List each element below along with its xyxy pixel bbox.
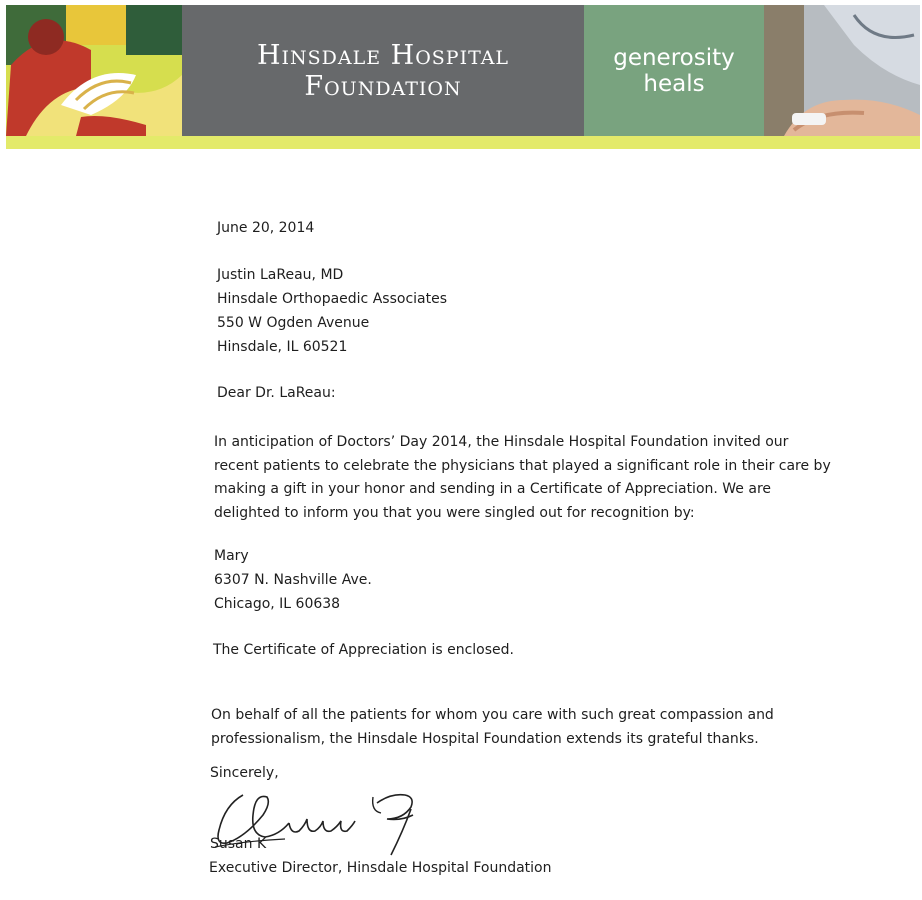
closing-sincerely: Sincerely, [210, 765, 279, 781]
paragraph-invitation [214, 431, 831, 525]
signer-name: Susan K [210, 836, 267, 852]
recognizer-city-state-zip: Chicago, IL 60638 [214, 596, 341, 612]
recognizer-street: 6307 N. Nashville Ave. [214, 572, 372, 588]
recipient-city-state-zip: Hinsdale, IL 60521 [217, 339, 348, 355]
enclosure-note: The Certificate of Appreciation is enclosed. [213, 642, 514, 658]
paragraph-line: In anticipation of Doctors’ Day 2014, the Hinsdale Hospital Foundation invited our [214, 434, 789, 450]
org-name-line-1: Hinsdale Hospital [256, 39, 510, 71]
salutation: Dear Dr. LaReau: [217, 385, 336, 401]
recipient-street: 550 W Ogden Avenue [217, 315, 370, 331]
paragraph-line: recent patients to celebrate the physicians that played a significant role in their care by [214, 457, 831, 474]
org-name-line-2: Foundation [304, 70, 462, 102]
tagline-line-1: generosity [613, 44, 735, 71]
illustration-art [6, 5, 182, 136]
paragraph-line: making a gift in your honor and sending in a Certificate of Appreciation. We are [214, 481, 772, 497]
tagline-panel [584, 5, 764, 136]
letterhead-accent-stripe [6, 136, 920, 149]
recipient-practice: Hinsdale Orthopaedic Associates [217, 291, 448, 307]
illustration-reading-book [6, 5, 182, 136]
paragraph-closing [211, 704, 774, 751]
signer-title: Executive Director, Hinsdale Hospital Foundation [209, 860, 552, 876]
photo-art [764, 5, 920, 136]
letter-date: June 20, 2014 [217, 220, 315, 236]
letterhead-banner [6, 5, 920, 136]
recipient-name: Justin LaReau, MD [217, 267, 344, 283]
paragraph-line: delighted to inform you that you were singled out for recognition by: [214, 504, 695, 521]
handwritten-signature [205, 775, 445, 870]
paragraph-line: On behalf of all the patients for whom you care with such great compassion and [211, 707, 774, 723]
recognizer-name: Mary [214, 548, 249, 564]
tagline-line-2: heals [643, 70, 705, 97]
photo-caregiver-hands [764, 5, 920, 136]
foundation-wordmark [182, 5, 584, 136]
paragraph-line: professionalism, the Hinsdale Hospital Foundation extends its grateful thanks. [211, 730, 759, 747]
